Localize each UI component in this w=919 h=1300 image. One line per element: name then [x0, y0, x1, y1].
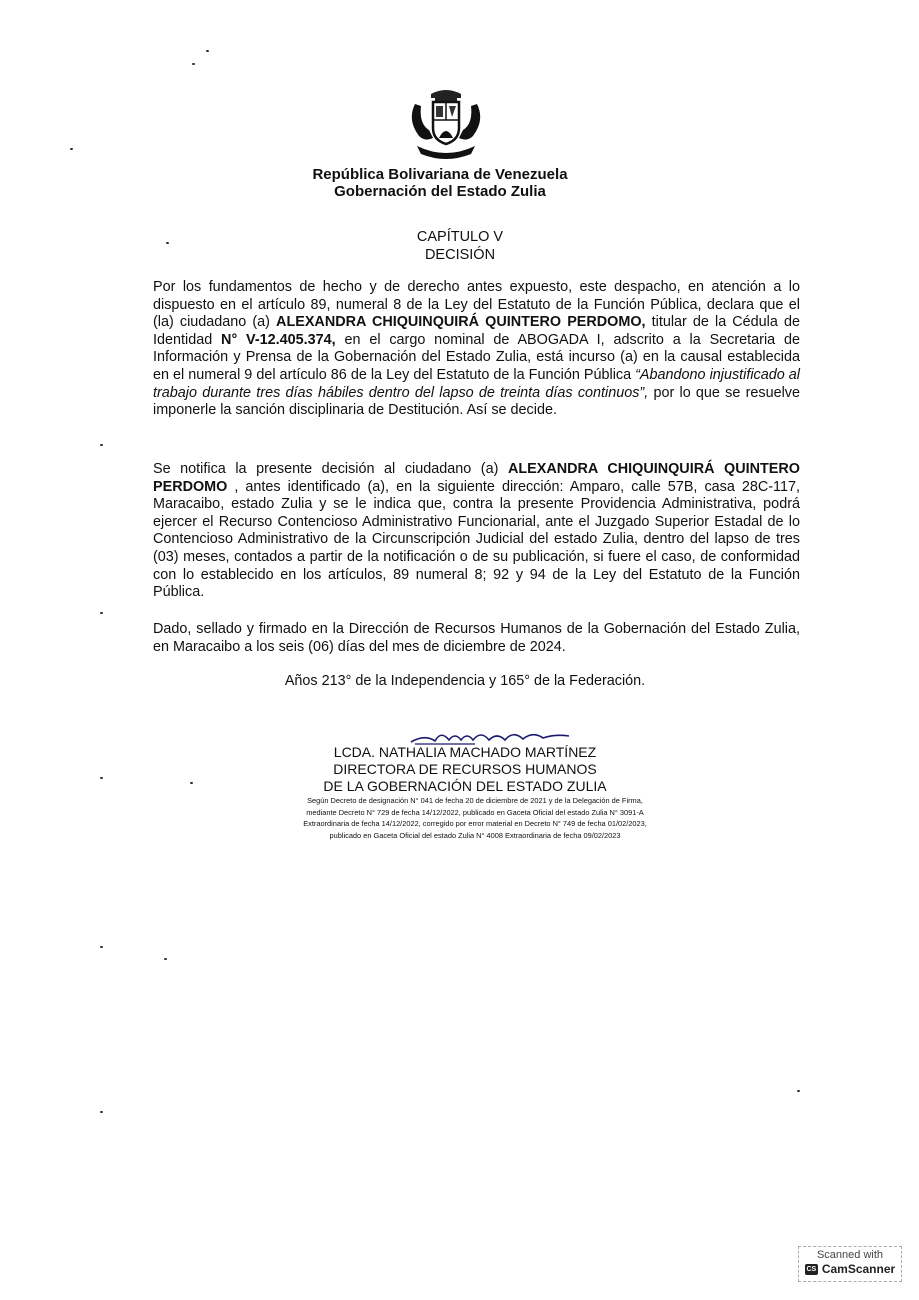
scanned-with-label: Scanned with [816, 1249, 884, 1261]
scan-speck [797, 1090, 800, 1092]
paragraph-text: , antes identificado (a), en la siguiente dirección: Amparo, calle 57B, casa 28C-117, Maracaibo, estado Zulia y se le indica que, contra la presente Providencia Administrativa, podrá ejercer el Recurso Contencioso Administrativo Funcionarial, ante el Juzgado Superior Estadal de lo Contencioso Administrativo de la Circunscripción Judicial del estado Zulia, dentro del lapso de tres (03) meses, contados a partir de la notificación o de su publicación, si fuere el caso, de conformidad con lo establecido en los artículos, 89 numeral 8; 92 y 94 de la Ley del Estatuto de la Función Pública. [153, 478, 800, 601]
legal-note-line: publicado en Gaceta Oficial del estado Zulia N° 4008 Extraordinaria de fecha 09/02/2023 [329, 830, 621, 840]
scan-speck [164, 958, 167, 960]
citizen-name: ALEXANDRA CHIQUINQUIRÁ QUINTERO PERDOMO, [276, 314, 646, 331]
scan-speck [100, 777, 103, 779]
paragraph-text: en el cargo nominal de ABOGADA I, adscrito a la Secretaria de Información y Prensa de la Gobernación del Estado Zulia, está incurso (a) en la causal establecida en el numeral 9 del artículo 86 de la Ley del Estatuto de la Función Pública [153, 331, 800, 383]
decision-paragraph [153, 279, 800, 420]
scan-speck [100, 612, 103, 614]
scan-speck [166, 242, 169, 244]
legal-note-line: Según Decreto de designación N° 041 de fecha 20 de diciembre de 2021 y de la Delegación de Firma, [307, 796, 643, 805]
camscanner-label: CamScanner [821, 1262, 896, 1276]
given-paragraph: Dado, sellado y firmado en la Dirección de Recursos Humanos de la Gobernación del Estado Zulia, en Maracaibo a los seis (06) días del mes de diciembre de 2024. [153, 621, 800, 655]
chapter-title: CAPÍTULO V [416, 229, 504, 245]
scan-speck [190, 782, 193, 784]
paragraph-text: Se notifica la presente decisión al ciudadano (a) [153, 461, 508, 477]
legal-note-line: Extraordinaria de fecha 14/12/2022, corregido por error material en Decreto N° 749 de fecha 01/02/2023, [303, 819, 647, 828]
coat-of-arms-icon [405, 84, 487, 162]
signer-name: LCDA. NATHALIA MACHADO MARTÍNEZ [333, 744, 597, 760]
years-line: Años 213° de la Independencia y 165° de la Federación. [284, 673, 646, 689]
paragraph-text: Por los fundamentos de hecho y de derecho antes expuesto, este despacho, en atención a lo dispuesto en el artículo 89, numeral 8 de la Ley del Estatuto de la Función Pública, declara que el (la) ciudadano (a) [153, 279, 800, 331]
scan-speck [70, 148, 73, 150]
scan-speck [100, 946, 103, 948]
camscanner-watermark [798, 1246, 902, 1282]
scan-speck [100, 444, 103, 446]
camscanner-brand [805, 1262, 895, 1276]
id-number: N° V-12.405.374, [221, 331, 336, 348]
paragraph-text: por lo que se resuelve imponerle la sanción disciplinaria de Destitución. Así se decide. [153, 384, 801, 419]
scan-speck [192, 63, 195, 65]
legal-note-line: mediante Decreto N° 729 de fecha 14/12/2022, publicado en Gaceta Oficial del estado Zulia N° 3091-A [306, 807, 644, 817]
paragraph-text: titular de la Cédula de Identidad [153, 314, 800, 348]
signer-title-1: DIRECTORA DE RECURSOS HUMANOS [333, 761, 597, 777]
cause-quote: “Abandono injustificado al trabajo durante tres días hábiles dentro del lapso de treinta días continuos”, [153, 366, 800, 401]
header-line-2: Gobernación del Estado Zulia [334, 183, 546, 200]
scan-speck [206, 50, 209, 52]
notification-paragraph [153, 461, 800, 602]
scan-speck [100, 1111, 103, 1113]
signer-title-2: DE LA GOBERNACIÓN DEL ESTADO ZULIA [323, 778, 607, 794]
camscanner-logo-icon: CS [806, 1265, 817, 1273]
chapter-subtitle: DECISIÓN [424, 247, 496, 263]
citizen-name: ALEXANDRA CHIQUINQUIRÁ QUINTERO PERDOMO [153, 461, 800, 495]
header-line-1: República Bolivariana de Venezuela [312, 166, 568, 183]
legal-note [270, 795, 680, 841]
